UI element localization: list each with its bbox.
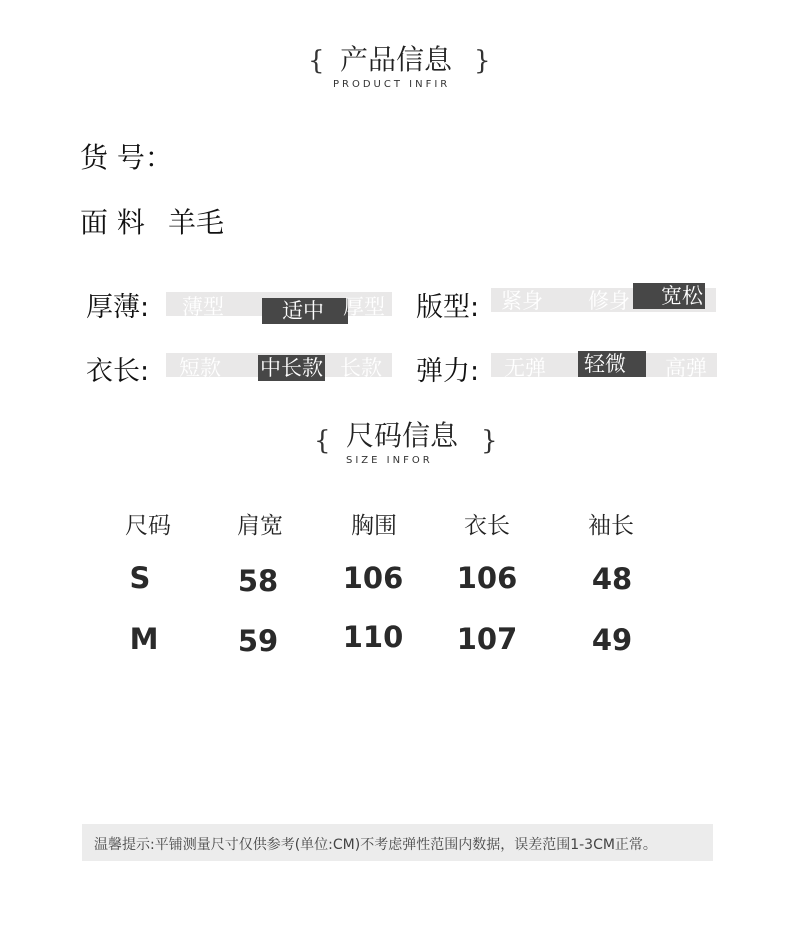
table-cell: M — [129, 622, 159, 656]
table-header-length: 衣长 — [464, 513, 510, 539]
table-cell: 110 — [342, 620, 404, 654]
product-info-title: 产品信息 — [340, 43, 453, 76]
length-option-mid: 中长款 — [260, 356, 323, 380]
left-brace: { — [314, 426, 331, 456]
product-info-subtitle: PRODUCT INFIR — [333, 79, 451, 90]
item-number-label: 货 号： — [80, 141, 173, 174]
length-option-long: 长款 — [340, 356, 382, 380]
table-cell: S — [129, 561, 151, 595]
table-cell: 59 — [237, 624, 279, 658]
table-header-shoulder: 肩宽 — [237, 513, 283, 539]
measurement-note: 温馨提示:平铺测量尺寸仅供参考(单位:CM)不考虑弹性范围内数据，误差范围1-3CM正常。 — [94, 837, 657, 853]
fit-option-loose: 宽松 — [633, 283, 705, 309]
thickness-option-medium: 适中 — [262, 298, 348, 324]
table-cell: 49 — [591, 623, 633, 657]
fabric-label: 面 料 — [80, 206, 145, 239]
thickness-option-thick: 厚型 — [343, 295, 385, 319]
table-header-chest: 胸围 — [351, 513, 397, 539]
table-cell: 48 — [591, 562, 633, 596]
elasticity-option-none: 无弹 — [504, 356, 546, 380]
table-header-size: 尺码 — [125, 513, 171, 539]
right-brace: } — [481, 426, 498, 456]
length-label: 衣长: — [86, 356, 150, 387]
fabric-value: 羊毛 — [168, 206, 225, 239]
length-option-short: 短款 — [179, 356, 221, 380]
fit-option-slim: 修身 — [588, 289, 630, 313]
elasticity-option-slight: 轻微 — [578, 351, 646, 377]
table-cell: 106 — [456, 561, 518, 595]
table-cell: 58 — [237, 564, 279, 598]
elasticity-label: 弹力: — [416, 356, 480, 387]
fit-option-tight: 紧身 — [501, 289, 543, 313]
fit-label: 版型: — [416, 292, 480, 323]
size-info-title: 尺码信息 — [346, 419, 459, 452]
elasticity-option-high: 高弹 — [665, 356, 707, 380]
left-brace: { — [308, 46, 325, 76]
table-cell: 107 — [456, 622, 518, 656]
right-brace: } — [474, 46, 491, 76]
table-cell: 106 — [342, 561, 404, 595]
thickness-label: 厚薄: — [86, 292, 150, 323]
thickness-option-thin: 薄型 — [182, 295, 224, 319]
table-header-sleeve: 袖长 — [588, 513, 634, 539]
size-info-subtitle: SIZE INFOR — [346, 455, 433, 466]
